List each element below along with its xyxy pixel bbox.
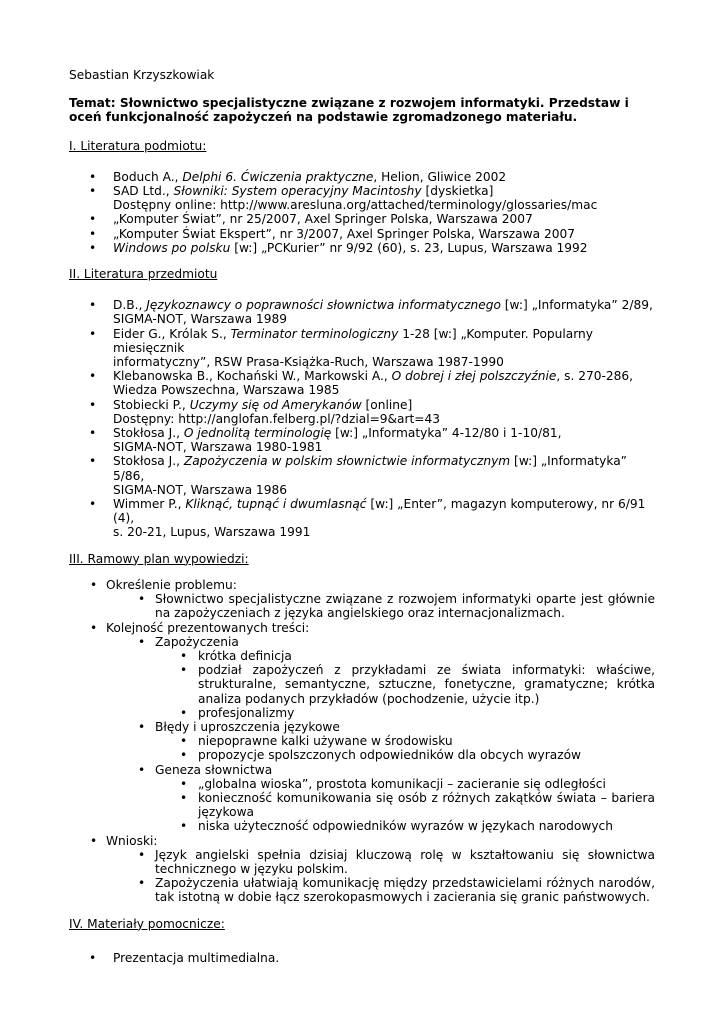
list-item: • Język angielski spełnia dzisiaj kluczową rolę w kształtowaniu się słownictwa technicznego w języku polskim. (106, 848, 655, 876)
section-3-heading: III. Ramowy plan wypowiedzi: (69, 551, 249, 566)
list-item: • Prezentacja multimedialna. (69, 951, 655, 965)
author-name: Sebastian Krzyszkowiak (69, 68, 215, 82)
list-item: • Geneza słownictwa • „globalna wioska”, prostota komunikacji – zacieranie się odległości • konieczność komunikowania się osób z różnych zakątków świata – bariera językowa • niska użyteczność odpowiedników wyrazów w językach narodowych (106, 763, 655, 834)
section-2-heading: II. Literatura przedmiotu (69, 267, 218, 282)
list-item: • Klebanowska B., Kochański W., Markowski A., O dobrej i złej polszczyźnie, s. 270-286, Wiedza Powszechna, Warszawa 1985 (69, 369, 655, 397)
list-item: • niepoprawne kalki używane w środowisku (155, 734, 655, 748)
list-item: • Wnioski: • Język angielski spełnia dzisiaj kluczową rolę w kształtowaniu się słownictwa technicznego w języku polskim. • Zapożyczenia ułatwiają komunikację między przedstawicielami różnych narodów, tak istotną w dobie łącz szerokopasmowych i zacierania się granic państwowych. (69, 834, 655, 905)
list-item: • Zapożyczenia • krótka definicja • podział zapożyczeń z przykładami ze świata informatyki: właściwe, strukturalne, semantyczne, sztuczne, fonetyczne, gramatyczne; krótka analiza podanych przykładów (pochodzenie, użycie itp.) • profesjonalizmy (106, 635, 655, 720)
list-item: • Błędy i uproszczenia językowe • niepoprawne kalki używane w środowisku • propozycje spolszczonych odpowiedników dla obcych wyrazów (106, 720, 655, 763)
list-item: • niska użyteczność odpowiedników wyrazów w językach narodowych (155, 819, 655, 833)
topic-title: Temat: Słownictwo specjalistyczne związane z rozwojem informatyki. Przedstaw i oceń funkcjonalność zapożyczeń na podstawie zgromadzonego materiału. (69, 96, 629, 125)
section-1-list (69, 170, 655, 255)
list-item: • „globalna wioska”, prostota komunikacji – zacieranie się odległości (155, 777, 655, 791)
list-item: • Stobiecki P., Uczymy się od Amerykanów [online] Dostępny: http://anglofan.felberg.pl/?dzial=9&art=43 (69, 398, 655, 426)
list-item: • Słownictwo specjalistyczne związane z rozwojem informatyki oparte jest głównie na zapożyczeniach z języka angielskiego oraz internacjonalizmach. (106, 592, 655, 620)
section-2-list (69, 298, 655, 539)
list-item: • podział zapożyczeń z przykładami ze świata informatyki: właściwe, strukturalne, semantyczne, sztuczne, fonetyczne, gramatyczne; krótka analiza podanych przykładów (pochodzenie, użycie itp.) (155, 663, 655, 706)
list-item: • Stokłosa J., O jednolitą terminologię [w:] „Informatyka” 4-12/80 i 1-10/81, SIGMA-NOT, Warszawa 1980-1981 (69, 426, 655, 454)
list-item: • Określenie problemu: • Słownictwo specjalistyczne związane z rozwojem informatyki oparte jest głównie na zapożyczeniach z języka angielskiego oraz internacjonalizmach. (69, 578, 655, 621)
list-item: • D.B., Językoznawcy o poprawności słownictwa informatycznego [w:] „Informatyka” 2/89, SIGMA-NOT, Warszawa 1989 (69, 298, 655, 326)
list-item: • profesjonalizmy (155, 706, 655, 720)
section-1-heading: I. Literatura podmiotu: (69, 138, 207, 153)
plan-list (69, 578, 655, 905)
list-item: • „Komputer Świat”, nr 25/2007, Axel Springer Polska, Warszawa 2007 (69, 212, 655, 226)
list-item: • Zapożyczenia ułatwiają komunikację między przedstawicielami różnych narodów, tak istotną w dobie łącz szerokopasmowych i zacierania się granic państwowych. (106, 876, 655, 904)
list-item: • Kolejność prezentowanych treści: • Zapożyczenia • krótka definicja • podział zapożyczeń z przykładami ze świata informatyki: właściwe, strukturalne, semantyczne, sztuczne, fonetyczne, gramatyczne; krótka analiza podanych przykładów (pochodzenie, użycie itp.) • profesjonalizmy • Błędy i uproszczenia językowe • niepoprawne kalki używane w środowisku • propozycje spolszczonych odpowiedników dla obcych wyrazów • Geneza słownictwa • „globalna wioska”, prostota komunikacji – zacieranie się odległości • konieczność komunikowania się osób z różnych zakątków świata – bariera językowa • niska użyteczność odpowiedników wyrazów w językach narodowych (69, 621, 655, 834)
list-item: • Wimmer P., Kliknąć, tupnąć i dwumlasnąć [w:] „Enter”, magazyn komputerowy, nr 6/91 (4), s. 20-21, Lupus, Warszawa 1991 (69, 497, 655, 540)
section-4-heading: IV. Materiały pomocnicze: (69, 916, 225, 931)
list-item: • Eider G., Królak S., Terminator terminologiczny 1-28 [w:] „Komputer. Popularny miesięcznik informatyczny”, RSW Prasa-Książka-Ruch, Warszawa 1987-1990 (69, 327, 655, 370)
list-item: • „Komputer Świat Ekspert”, nr 3/2007, Axel Springer Polska, Warszawa 2007 (69, 227, 655, 241)
list-item: • propozycje spolszczonych odpowiedników dla obcych wyrazów (155, 748, 655, 762)
list-item: • SAD Ltd., Słowniki: System operacyjny Macintoshy [dyskietka] Dostępny online: http://www.aresluna.org/attached/terminology/glossaries/mac (69, 184, 655, 212)
list-item: • konieczność komunikowania się osób z różnych zakątków świata – bariera językowa (155, 791, 655, 819)
list-item: • Windows po polsku [w:] „PCKurier” nr 9/92 (60), s. 23, Lupus, Warszawa 1992 (69, 241, 655, 255)
list-item: • krótka definicja (155, 649, 655, 663)
list-item: • Stokłosa J., Zapożyczenia w polskim słownictwie informatycznym [w:] „Informatyka” 5/86, SIGMA-NOT, Warszawa 1986 (69, 454, 655, 497)
list-item: • Boduch A., Delphi 6. Ćwiczenia praktyczne, Helion, Gliwice 2002 (69, 170, 655, 184)
document-page (69, 68, 655, 965)
